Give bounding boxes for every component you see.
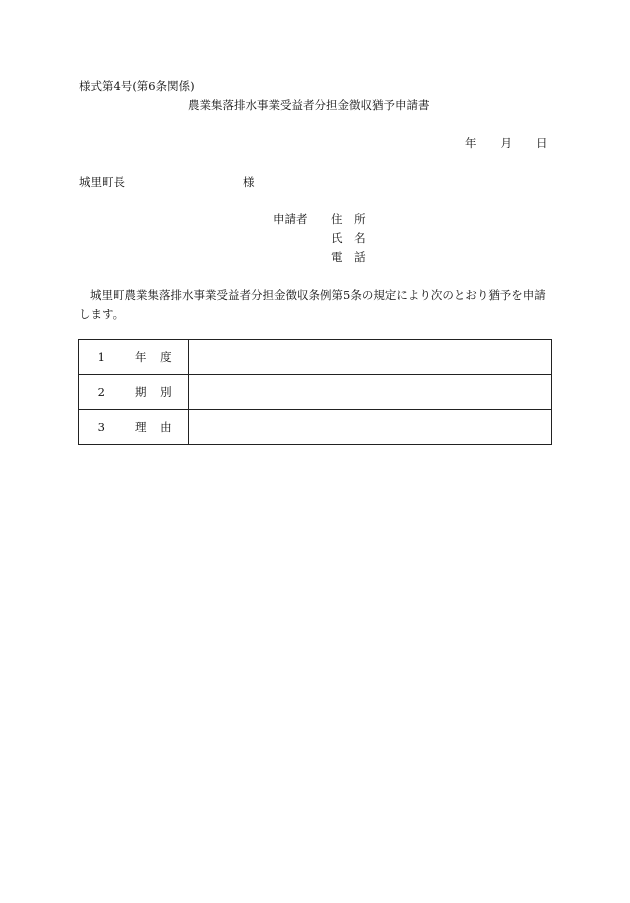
row-label: 理 由 <box>135 420 177 434</box>
form-number: 様式第4号(第6条関係) <box>79 79 195 93</box>
row-label: 年 度 <box>135 350 177 364</box>
table-row <box>79 340 552 375</box>
row-label-cell <box>79 375 189 410</box>
reason-input-cell[interactable] <box>189 410 552 445</box>
name-label: 氏 名 <box>331 231 370 245</box>
row-number: 2 <box>97 385 105 399</box>
table-row <box>79 375 552 410</box>
addressee-honorific: 様 <box>243 175 255 189</box>
row-label-cell <box>79 340 189 375</box>
row-number: 3 <box>97 420 105 434</box>
addressee-name: 城里町長 <box>79 175 125 189</box>
row-label: 期 別 <box>135 385 177 399</box>
row-number: 1 <box>97 350 105 364</box>
table-row <box>79 410 552 445</box>
details-table <box>78 339 552 445</box>
document-title: 農業集落排水事業受益者分担金徴収猶予申請書 <box>188 98 430 112</box>
phone-label: 電 話 <box>331 250 370 264</box>
fiscal-year-input-cell[interactable] <box>189 340 552 375</box>
period-input-cell[interactable] <box>189 375 552 410</box>
address-label: 住 所 <box>331 212 370 226</box>
request-statement: 城里町農業集落排水事業受益者分担金徴収条例第5条の規定により次のとおり猶予を申請します。 <box>79 288 546 321</box>
year-label: 年 <box>465 136 477 150</box>
month-label: 月 <box>500 136 512 150</box>
day-label: 日 <box>536 136 548 150</box>
applicant-label: 申請者 <box>273 212 308 226</box>
date-line <box>465 136 548 150</box>
row-label-cell <box>79 410 189 445</box>
